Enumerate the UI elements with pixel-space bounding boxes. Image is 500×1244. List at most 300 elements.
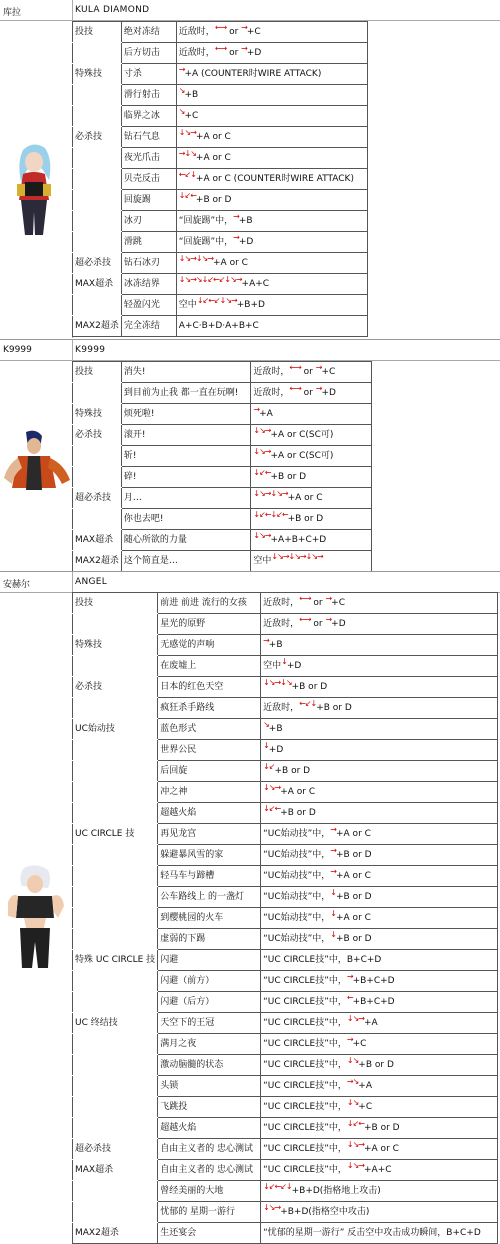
input-arrows-icon: ↓↘→ bbox=[263, 783, 281, 792]
move-command bbox=[261, 845, 498, 866]
move-command bbox=[176, 274, 367, 295]
move-row bbox=[73, 1160, 498, 1181]
move-name: 世界公民 bbox=[158, 740, 261, 761]
command-text: +A or C bbox=[213, 258, 248, 268]
command-text: “UC CIRCLE技”中， bbox=[263, 1165, 347, 1175]
command-text: +B bbox=[268, 640, 283, 650]
move-command bbox=[261, 1055, 498, 1076]
command-text: “UC始动技”中， bbox=[263, 913, 331, 923]
move-name: 冰冻结界 bbox=[121, 274, 176, 295]
section-header bbox=[0, 572, 500, 593]
move-command bbox=[251, 551, 372, 572]
command-text: +A or C bbox=[364, 1144, 399, 1154]
input-arrows-icon: → bbox=[330, 825, 336, 834]
move-category bbox=[73, 887, 158, 908]
move-category: UC 终结技 bbox=[73, 1013, 158, 1034]
move-category bbox=[73, 169, 122, 190]
move-command bbox=[176, 22, 367, 43]
command-text: +A bbox=[358, 1081, 372, 1091]
command-text: 空中 bbox=[263, 661, 282, 671]
move-row bbox=[73, 467, 372, 488]
input-arrows-icon: ↓↙←↙↓ bbox=[263, 1182, 292, 1191]
move-name: 完全冻结 bbox=[121, 316, 176, 337]
command-text: +B+D bbox=[236, 300, 265, 310]
input-arrows-icon: ↓↘→↓↘→ bbox=[178, 254, 214, 263]
move-category bbox=[73, 971, 158, 992]
move-row bbox=[73, 1202, 498, 1223]
move-row bbox=[73, 971, 498, 992]
input-arrows-icon: ↓↘→ bbox=[253, 531, 271, 540]
move-name: 满月之夜 bbox=[158, 1034, 261, 1055]
move-name: 蓝色形式 bbox=[158, 719, 261, 740]
move-row bbox=[73, 64, 368, 85]
command-text: +C bbox=[352, 1039, 367, 1049]
move-category bbox=[73, 106, 122, 127]
move-name: 贝壳反击 bbox=[121, 169, 176, 190]
move-category bbox=[73, 509, 122, 530]
command-text: or bbox=[300, 388, 316, 398]
move-command bbox=[176, 43, 367, 64]
move-command bbox=[261, 929, 498, 950]
move-name: 月… bbox=[121, 488, 251, 509]
command-text: “UC CIRCLE技”中， bbox=[263, 1102, 347, 1112]
command-text: +D bbox=[246, 48, 262, 58]
move-row bbox=[73, 85, 368, 106]
move-row bbox=[73, 488, 372, 509]
move-name: 闪避 bbox=[158, 950, 261, 971]
move-name: 日本的红色天空 bbox=[158, 677, 261, 698]
move-row bbox=[73, 383, 372, 404]
move-row bbox=[73, 635, 498, 656]
move-row bbox=[73, 992, 498, 1013]
command-text: +A or C bbox=[280, 787, 316, 797]
move-row bbox=[73, 362, 372, 383]
character-name: 安赫尔 bbox=[3, 580, 31, 590]
move-table-kula bbox=[72, 21, 368, 337]
command-text: +A+C bbox=[364, 1165, 392, 1175]
move-name: 冰刃 bbox=[121, 211, 176, 232]
command-text: “UC CIRCLE技”中， bbox=[263, 997, 347, 1007]
input-arrows-icon: ↓↘→ bbox=[253, 447, 271, 456]
move-category bbox=[73, 656, 158, 677]
input-arrows-icon: ← bbox=[346, 993, 353, 1002]
move-name: 到樱桃园的火车 bbox=[158, 908, 261, 929]
move-name: 星光的原野 bbox=[158, 614, 261, 635]
input-arrows-icon: ←→ bbox=[289, 363, 301, 372]
move-name: 无感觉的声响 bbox=[158, 635, 261, 656]
input-arrows-icon: → bbox=[315, 384, 322, 393]
move-command bbox=[261, 1139, 498, 1160]
move-row bbox=[73, 106, 368, 127]
move-category: 必杀技 bbox=[73, 425, 122, 446]
input-arrows-icon: → bbox=[178, 65, 185, 74]
move-row bbox=[73, 761, 498, 782]
move-category bbox=[73, 761, 158, 782]
move-category bbox=[73, 232, 122, 253]
move-command bbox=[176, 232, 367, 253]
command-text: “UC始动技”中， bbox=[263, 892, 331, 902]
input-arrows-icon: ↓↙←↙↓↘→ bbox=[196, 296, 237, 305]
input-arrows-icon: ↘ bbox=[263, 720, 269, 729]
input-arrows-icon: ↓ bbox=[263, 741, 269, 750]
command-text: +B or D bbox=[287, 514, 324, 524]
command-text: +B bbox=[184, 90, 199, 100]
move-command bbox=[251, 446, 372, 467]
input-arrows-icon: ↘ bbox=[178, 86, 185, 95]
input-arrows-icon: ↓↘→ bbox=[178, 128, 196, 137]
move-row bbox=[73, 295, 368, 316]
command-text: +B or D bbox=[336, 892, 372, 902]
input-arrows-icon: → bbox=[241, 44, 247, 53]
move-command bbox=[176, 211, 367, 232]
move-category bbox=[73, 845, 158, 866]
command-text: +A+C bbox=[241, 279, 270, 289]
move-row bbox=[73, 656, 498, 677]
command-text: 近敌时， bbox=[263, 598, 300, 608]
move-name: 激动脑髓的状态 bbox=[158, 1055, 261, 1076]
input-arrows-icon: ←→ bbox=[299, 594, 311, 603]
command-text: or bbox=[226, 48, 242, 58]
move-name: 钻石气息 bbox=[121, 127, 176, 148]
input-arrows-icon: ↓↙← bbox=[263, 804, 281, 813]
move-row bbox=[73, 127, 368, 148]
move-row bbox=[73, 404, 372, 425]
command-text: +B bbox=[268, 724, 283, 734]
command-text: +B+D(指格地上攻击) bbox=[291, 1186, 381, 1196]
command-text: A+C·B+D·A+B+C bbox=[178, 321, 259, 331]
move-name: 夜光爪击 bbox=[121, 148, 176, 169]
input-arrows-icon: ↓↘ bbox=[346, 1056, 359, 1065]
command-text: +A or C bbox=[336, 871, 371, 881]
move-category: MAX超杀 bbox=[73, 1160, 158, 1181]
input-arrows-icon: ↓↙← bbox=[346, 1119, 364, 1128]
move-row bbox=[73, 803, 498, 824]
move-name: 在废墟上 bbox=[158, 656, 261, 677]
input-arrows-icon: → bbox=[346, 1035, 353, 1044]
input-arrows-icon: ↓ bbox=[330, 909, 336, 918]
command-text: or bbox=[310, 619, 326, 629]
input-arrows-icon: → bbox=[330, 867, 336, 876]
move-name: 碎! bbox=[121, 467, 251, 488]
character-name: K9999 bbox=[3, 345, 32, 355]
move-row bbox=[73, 551, 372, 572]
input-arrows-icon: ↓↘→ bbox=[263, 1203, 281, 1212]
move-command bbox=[261, 1118, 498, 1139]
move-category bbox=[73, 383, 122, 404]
command-text: +A or C (COUNTER时WIRE ATTACK) bbox=[195, 174, 354, 184]
move-name: 疯狂杀手路线 bbox=[158, 698, 261, 719]
move-row bbox=[73, 1118, 498, 1139]
move-name: 消失! bbox=[121, 362, 251, 383]
command-text: +A or C bbox=[336, 913, 371, 923]
move-name: 随心所欲的力量 bbox=[121, 530, 251, 551]
command-text: or bbox=[300, 367, 316, 377]
move-category bbox=[73, 908, 158, 929]
command-text: +B or D bbox=[336, 934, 372, 944]
move-command bbox=[261, 803, 498, 824]
input-arrows-icon: → bbox=[315, 363, 322, 372]
move-row bbox=[73, 677, 498, 698]
command-text: 近敌时， bbox=[178, 27, 215, 37]
move-category bbox=[73, 929, 158, 950]
move-command bbox=[176, 64, 367, 85]
section-k9999 bbox=[0, 340, 500, 572]
move-command bbox=[261, 740, 498, 761]
move-row bbox=[73, 274, 368, 295]
command-text: +A or C bbox=[195, 132, 231, 142]
move-category: MAX2超杀 bbox=[73, 551, 122, 572]
command-text: +A bbox=[364, 1018, 378, 1028]
move-command bbox=[261, 656, 498, 677]
input-arrows-icon: ←↙↓ bbox=[299, 699, 317, 708]
move-command bbox=[251, 425, 372, 446]
command-text: “UC CIRCLE技”中， bbox=[263, 1081, 347, 1091]
move-category: 投技 bbox=[73, 593, 158, 614]
move-name: 绝对冻结 bbox=[121, 22, 176, 43]
input-arrows-icon: →↘ bbox=[346, 1077, 359, 1086]
move-row bbox=[73, 1055, 498, 1076]
command-text: “忧郁的星期一游行” 反击空中攻击成功瞬间，B+C+D bbox=[263, 1228, 481, 1238]
move-category bbox=[73, 740, 158, 761]
move-command bbox=[261, 614, 498, 635]
command-text: +B or D bbox=[316, 703, 352, 713]
k9999-portrait-image bbox=[0, 428, 72, 498]
command-text: +B or D bbox=[364, 1123, 400, 1133]
move-row bbox=[73, 1013, 498, 1034]
move-row bbox=[73, 908, 498, 929]
command-text: “UC始动技”中， bbox=[263, 829, 331, 839]
input-arrows-icon: ↓↘→↘↓↙←↙↓↘→ bbox=[178, 275, 242, 284]
command-text: 空中 bbox=[178, 300, 197, 310]
input-arrows-icon: ↓↘→↓↘ bbox=[263, 678, 292, 687]
input-arrows-icon: → bbox=[325, 594, 332, 603]
character-english-name: K9999 bbox=[75, 345, 106, 355]
move-category bbox=[73, 803, 158, 824]
input-arrows-icon: → bbox=[346, 972, 353, 981]
move-row bbox=[73, 43, 368, 64]
move-category: 投技 bbox=[73, 22, 122, 43]
command-text: +A or C(SC可) bbox=[270, 451, 334, 461]
command-text: or bbox=[310, 598, 326, 608]
input-arrows-icon: →↓↘ bbox=[178, 149, 196, 158]
move-category bbox=[73, 614, 158, 635]
move-name: 超越火焰 bbox=[158, 803, 261, 824]
move-row bbox=[73, 1223, 498, 1244]
move-command bbox=[176, 127, 367, 148]
move-row bbox=[73, 190, 368, 211]
move-command bbox=[261, 971, 498, 992]
move-row bbox=[73, 316, 368, 337]
input-arrows-icon: ↓↙← bbox=[253, 468, 271, 477]
move-name: 前进 前进 流行的女孩 bbox=[158, 593, 261, 614]
move-category: 超必杀技 bbox=[73, 253, 122, 274]
command-text: +D bbox=[286, 661, 302, 671]
move-command bbox=[261, 824, 498, 845]
command-text: +B or D bbox=[274, 766, 311, 776]
command-text: +C bbox=[246, 27, 261, 37]
kula-portrait-image bbox=[3, 140, 65, 240]
move-name: 轻盈闪光 bbox=[121, 295, 176, 316]
move-row bbox=[73, 740, 498, 761]
move-command bbox=[176, 148, 367, 169]
move-row bbox=[73, 698, 498, 719]
input-arrows-icon: ←↙↓ bbox=[178, 170, 196, 179]
move-category bbox=[73, 1076, 158, 1097]
move-command bbox=[261, 1013, 498, 1034]
move-row bbox=[73, 887, 498, 908]
command-text: “UC CIRCLE技”中， bbox=[263, 1018, 347, 1028]
move-category: MAX2超杀 bbox=[73, 316, 122, 337]
move-category bbox=[73, 295, 122, 316]
move-name: 滑跳 bbox=[121, 232, 176, 253]
move-command bbox=[251, 509, 372, 530]
move-name: 后方切击 bbox=[121, 43, 176, 64]
command-text: +B or D bbox=[336, 850, 372, 860]
move-command bbox=[261, 1223, 498, 1244]
move-category bbox=[73, 782, 158, 803]
move-category bbox=[73, 85, 122, 106]
command-text: +A (COUNTER时WIRE ATTACK) bbox=[184, 69, 322, 79]
move-row bbox=[73, 593, 498, 614]
command-text: 近敌时， bbox=[178, 48, 215, 58]
move-command bbox=[261, 635, 498, 656]
move-command bbox=[251, 488, 372, 509]
move-category bbox=[73, 1034, 158, 1055]
move-command bbox=[176, 295, 367, 316]
move-name: 超越火焰 bbox=[158, 1118, 261, 1139]
move-name: 滑行射击 bbox=[121, 85, 176, 106]
command-text: “回旋踢”中， bbox=[178, 237, 234, 247]
move-category bbox=[73, 446, 122, 467]
command-text: +A+B+C+D bbox=[270, 535, 327, 545]
move-name: 冲之神 bbox=[158, 782, 261, 803]
move-command bbox=[261, 1202, 498, 1223]
command-text: 空中 bbox=[253, 556, 272, 566]
move-table-angel bbox=[72, 592, 498, 1244]
move-category bbox=[73, 1055, 158, 1076]
move-name: 头锁 bbox=[158, 1076, 261, 1097]
input-arrows-icon: → bbox=[253, 405, 260, 414]
move-command bbox=[261, 698, 498, 719]
move-category bbox=[73, 992, 158, 1013]
input-arrows-icon: ↓↘→ bbox=[253, 426, 271, 435]
move-row bbox=[73, 1034, 498, 1055]
section-angel bbox=[0, 572, 500, 1243]
move-category bbox=[73, 148, 122, 169]
move-category bbox=[73, 1097, 158, 1118]
move-command bbox=[176, 106, 367, 127]
move-name: 后回旋 bbox=[158, 761, 261, 782]
move-name: 再见龙宫 bbox=[158, 824, 261, 845]
character-english-name: KULA DIAMOND bbox=[75, 5, 150, 15]
input-arrows-icon: → bbox=[233, 233, 239, 242]
input-arrows-icon: → bbox=[325, 615, 332, 624]
move-row bbox=[73, 232, 368, 253]
move-command bbox=[261, 1181, 498, 1202]
command-text: “UC CIRCLE技”中， bbox=[263, 1144, 347, 1154]
section-header bbox=[0, 340, 500, 361]
move-row bbox=[73, 866, 498, 887]
move-command bbox=[261, 1034, 498, 1055]
move-name: 烦死啦! bbox=[121, 404, 251, 425]
move-command bbox=[261, 782, 498, 803]
move-table-k9999 bbox=[72, 361, 372, 572]
move-command bbox=[261, 1076, 498, 1097]
move-category bbox=[73, 43, 122, 64]
input-arrows-icon: ↓↘ bbox=[346, 1098, 359, 1107]
move-name: 到目前为止我 都一直在玩啊! bbox=[121, 383, 251, 404]
move-row bbox=[73, 425, 372, 446]
command-text: +A or C bbox=[336, 829, 371, 839]
move-category bbox=[73, 1118, 158, 1139]
command-text: +A bbox=[259, 409, 273, 419]
move-name: 闪避（前方） bbox=[158, 971, 261, 992]
command-text: or bbox=[226, 27, 242, 37]
input-arrows-icon: → bbox=[330, 846, 336, 855]
input-arrows-icon: ↓↘→ bbox=[346, 1161, 364, 1170]
move-row bbox=[73, 950, 498, 971]
input-arrows-icon: ↘ bbox=[178, 107, 185, 116]
command-text: “UC CIRCLE技”中， bbox=[263, 1123, 347, 1133]
move-name: 滚开! bbox=[121, 425, 251, 446]
move-command bbox=[261, 1160, 498, 1181]
command-text: +A or C(SC可) bbox=[270, 430, 334, 440]
move-command bbox=[261, 719, 498, 740]
move-category bbox=[73, 190, 122, 211]
move-category: 超必杀技 bbox=[73, 488, 122, 509]
move-row bbox=[73, 1139, 498, 1160]
move-category bbox=[73, 467, 122, 488]
move-category: 必杀技 bbox=[73, 127, 122, 148]
move-row bbox=[73, 614, 498, 635]
move-name: 躲避暴风雪的家 bbox=[158, 845, 261, 866]
character-name: 库拉 bbox=[3, 8, 22, 18]
command-text: +B or D bbox=[270, 472, 307, 482]
input-arrows-icon: ↓↙← bbox=[178, 191, 196, 200]
move-command bbox=[176, 253, 367, 274]
section-header bbox=[0, 0, 500, 21]
move-category bbox=[73, 698, 158, 719]
command-text: 近敌时， bbox=[263, 703, 300, 713]
avatar-cell bbox=[0, 592, 73, 1243]
angel-portrait-image bbox=[2, 862, 68, 972]
move-row bbox=[73, 929, 498, 950]
move-category: UC始动技 bbox=[73, 719, 158, 740]
move-command bbox=[251, 362, 372, 383]
move-command bbox=[261, 866, 498, 887]
command-text: +A or C bbox=[287, 493, 323, 503]
command-text: “回旋踢”中， bbox=[178, 216, 234, 226]
move-name: 天空下的王冠 bbox=[158, 1013, 261, 1034]
move-row bbox=[73, 169, 368, 190]
command-text: +B or D bbox=[291, 682, 328, 692]
input-arrows-icon: → bbox=[241, 23, 247, 32]
move-name: 你也去吧! bbox=[121, 509, 251, 530]
move-command bbox=[176, 316, 367, 337]
move-category: 必杀技 bbox=[73, 677, 158, 698]
input-arrows-icon: ↓ bbox=[281, 657, 287, 666]
command-text: +B or D bbox=[358, 1060, 394, 1070]
input-arrows-icon: ↓ bbox=[330, 930, 336, 939]
move-command bbox=[251, 383, 372, 404]
move-command bbox=[176, 169, 367, 190]
move-category: 投技 bbox=[73, 362, 122, 383]
move-category: 特殊 UC CIRCLE 技 bbox=[73, 950, 158, 971]
move-category bbox=[73, 1202, 158, 1223]
input-arrows-icon: ←→ bbox=[214, 44, 227, 53]
move-name: 闪避（后方） bbox=[158, 992, 261, 1013]
move-command bbox=[261, 1097, 498, 1118]
